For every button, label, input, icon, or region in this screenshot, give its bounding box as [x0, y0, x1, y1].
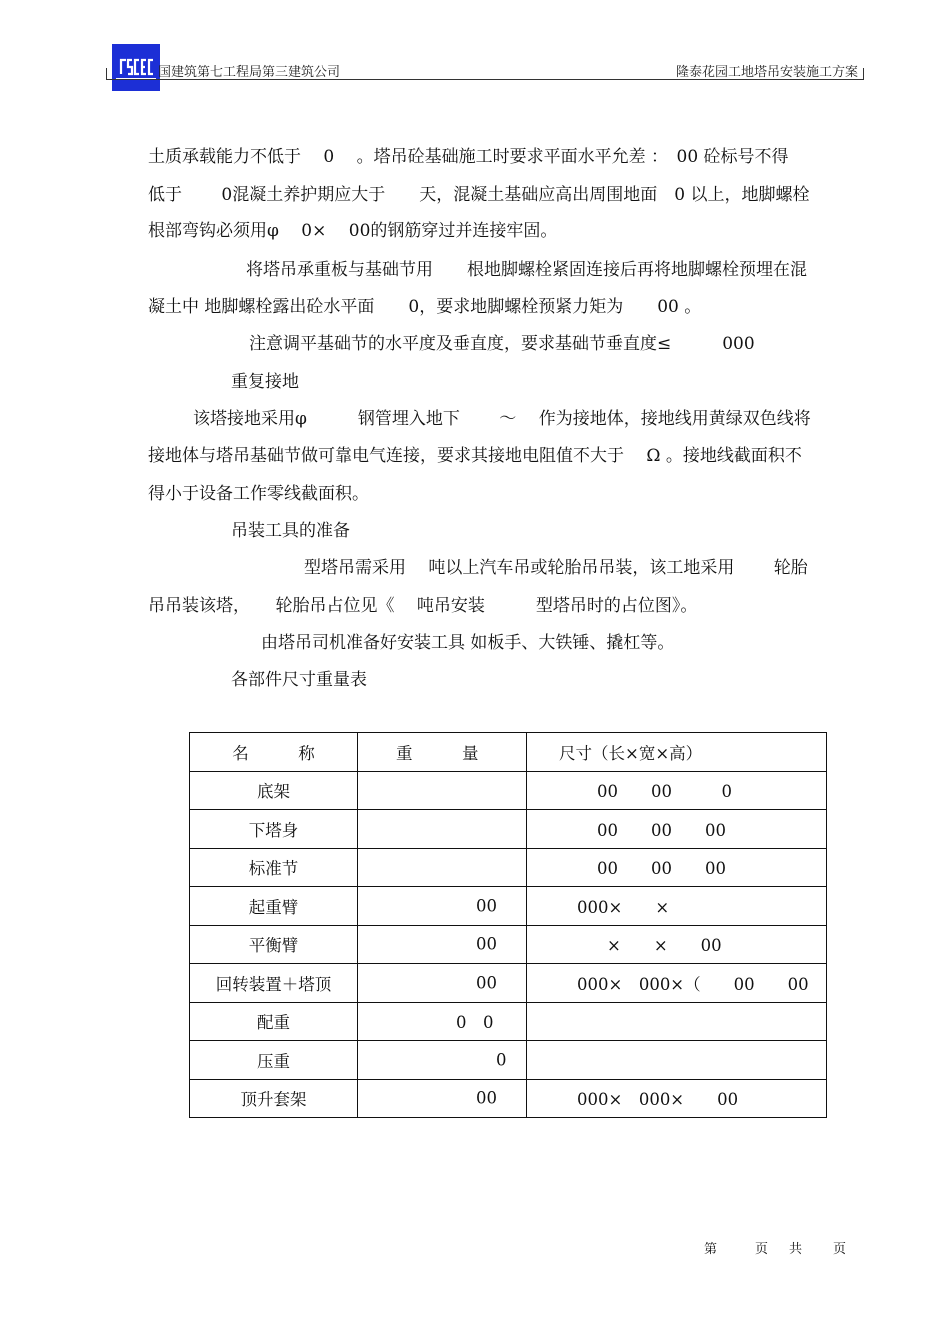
body-line: 根部弯钩必须用φ 0× 00的钢筋穿过并连接牢固。 — [148, 221, 558, 241]
section-heading-grounding: 重复接地 — [231, 372, 299, 392]
footer-total-unit: 页 — [833, 1242, 847, 1257]
table-row — [190, 771, 827, 810]
table-cell-dimensions: 00 00 00 — [527, 848, 827, 887]
table-row — [190, 1041, 827, 1080]
section-heading-lifting-tools: 吊装工具的准备 — [231, 521, 350, 541]
table-cell-name: 压重 — [190, 1041, 358, 1080]
table-row — [190, 964, 827, 1003]
footer-page-label: 第 — [704, 1242, 718, 1257]
body-line: 该塔接地采用φ 钢管埋入地下 ～ 作为接地体，接地线用黄绿双色线将 — [193, 409, 811, 429]
table-cell-name: 底架 — [190, 771, 358, 810]
component-size-weight-table — [189, 732, 827, 1118]
table-row — [190, 1079, 827, 1118]
table-cell-name: 下塔身 — [190, 810, 358, 849]
table-cell-weight: 00 — [358, 1079, 527, 1118]
table-cell-dimensions: 00 00 0 — [527, 771, 827, 810]
table-header-row — [190, 733, 827, 772]
table-cell-dimensions: 000× 000×（ 00 00 — [527, 964, 827, 1003]
table-header-weight: 重 量 — [358, 733, 527, 772]
body-line: 型塔吊需采用 吨以上汽车吊或轮胎吊吊装，该工地采用 轮胎 — [304, 558, 808, 578]
body-line: 低于 0混凝土养护期应大于 天，混凝土基础应高出周围地面 0 以上，地脚螺栓 — [148, 185, 810, 205]
header-document-title: 隆泰花园工地塔吊安装施工方案 — [675, 65, 858, 80]
table-cell-dimensions: 000× 000× 00 — [527, 1079, 827, 1118]
table-cell-weight — [358, 771, 527, 810]
section-heading-parts-table: 各部件尺寸重量表 — [231, 670, 367, 690]
table-cell-name: 标准节 — [190, 848, 358, 887]
table-cell-name: 顶升套架 — [190, 1079, 358, 1118]
table-cell-name: 起重臂 — [190, 887, 358, 926]
body-line: 凝土中 地脚螺栓露出砼水平面 0，要求地脚螺栓预紧力矩为 00 。 — [148, 297, 702, 317]
table-cell-dimensions: × × 00 — [527, 925, 827, 964]
table-cell-dimensions: 000× × — [527, 887, 827, 926]
body-line: 吊吊装该塔， 轮胎吊占位见《 吨吊安装 型塔吊时的占位图》。 — [148, 596, 698, 616]
body-line: 土质承载能力不低于 0 。塔吊砼基础施工时要求平面水平允差 ： 00 砼标号不得 — [148, 147, 789, 167]
table-cell-dimensions: 00 00 00 — [527, 810, 827, 849]
cscec-logo-icon — [112, 44, 160, 91]
table-row — [190, 848, 827, 887]
table-row — [190, 887, 827, 926]
table-cell-name: 配重 — [190, 1002, 358, 1041]
header-rule-tick-left — [106, 68, 107, 80]
table-row — [190, 1002, 827, 1041]
footer-total-label: 共 — [789, 1242, 803, 1257]
table-cell-name: 回转装置＋塔顶 — [190, 964, 358, 1003]
table-cell-name: 平衡臂 — [190, 925, 358, 964]
table-cell-weight: 0 0 — [358, 1002, 527, 1041]
table-row — [190, 925, 827, 964]
table-cell-weight — [358, 848, 527, 887]
table-header-dimensions: 尺寸（长×宽×高） — [527, 733, 827, 772]
table-cell-weight — [358, 810, 527, 849]
table-header-name: 名 称 — [190, 733, 358, 772]
body-line: 由塔吊司机准备好安装工具 如板手、大铁锤、撬杠等。 — [261, 633, 675, 653]
body-line: 接地体与塔吊基础节做可靠电气连接，要求其接地电阻值不大于 Ω 。接地线截面积不 — [148, 446, 802, 466]
table-cell-dimensions — [527, 1002, 827, 1041]
table-cell-weight: 0 — [358, 1041, 527, 1080]
body-line: 注意调平基础节的水平度及垂直度，要求基础节垂直度≤ 000 — [249, 334, 755, 354]
body-line: 得小于设备工作零线截面积。 — [148, 484, 369, 504]
table-row — [190, 810, 827, 849]
table-cell-weight: 00 — [358, 964, 527, 1003]
header-company: 国建筑第七工程局第三建筑公司 — [158, 65, 341, 80]
company-logo — [112, 44, 160, 91]
header-rule — [106, 79, 864, 80]
table-cell-dimensions — [527, 1041, 827, 1080]
header-rule-tick-right — [863, 68, 864, 80]
body-line: 将塔吊承重板与基础节用 根地脚螺栓紧固连接后再将地脚螺栓预埋在混 — [246, 260, 807, 280]
footer-page-unit: 页 — [755, 1242, 769, 1257]
table-cell-weight: 00 — [358, 887, 527, 926]
table-cell-weight: 00 — [358, 925, 527, 964]
